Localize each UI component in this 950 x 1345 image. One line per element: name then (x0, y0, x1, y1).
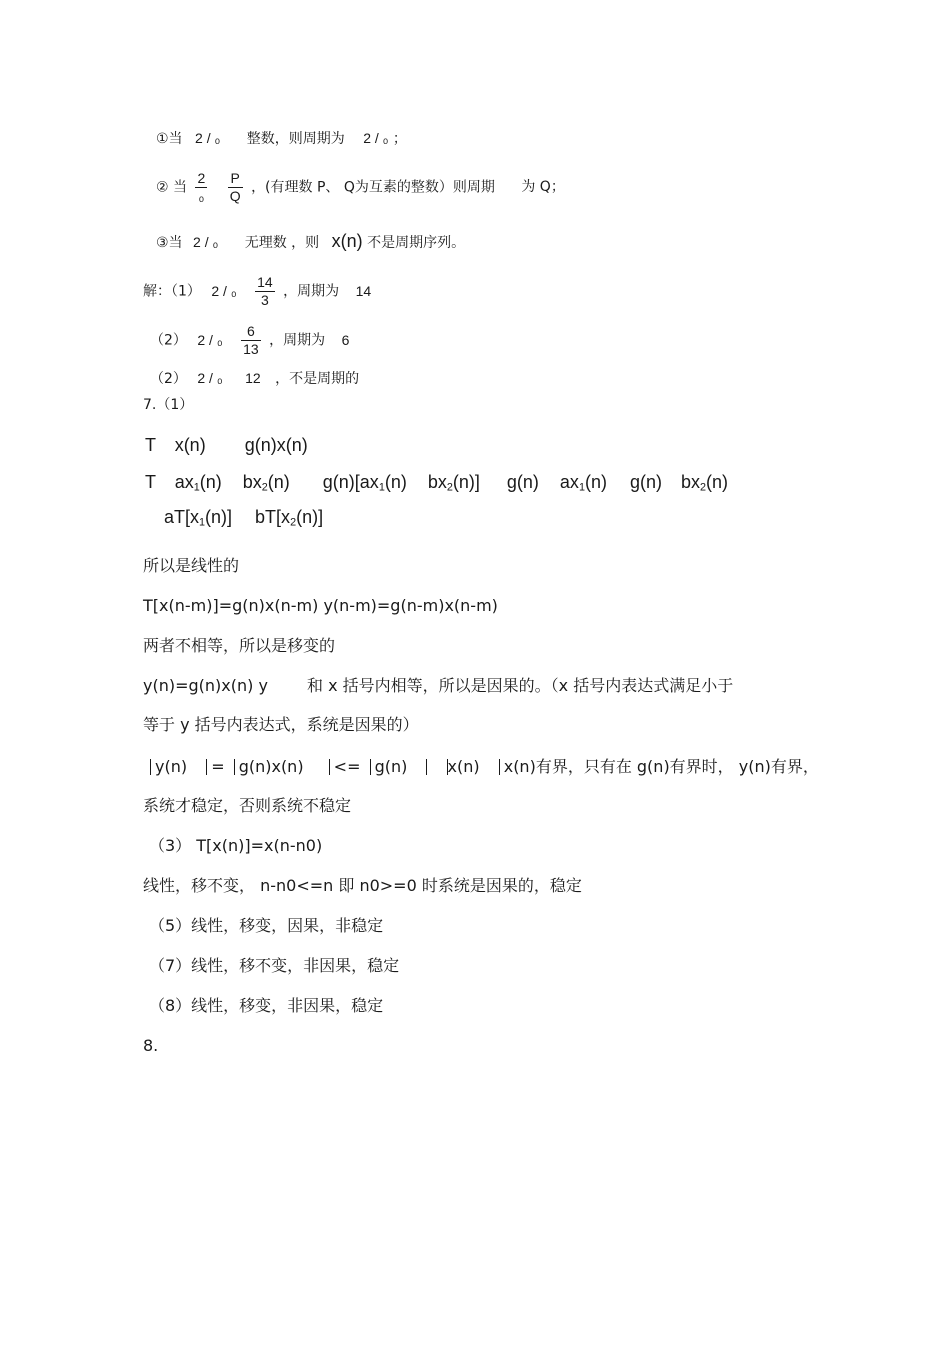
solution-1-period: 14 (355, 283, 372, 300)
stab-le: <= (333, 757, 361, 776)
condition-3-expr: 2 / ₀ (193, 234, 219, 250)
fraction-denominator: 13 (243, 340, 259, 357)
condition-1-text: 整数，则周期为 (246, 131, 345, 147)
paragraph-causal-a: y(n)=g(n)x(n) y (143, 676, 268, 695)
stab-text: x(n)有界，只有在 g(n)有界时， y(n)有界， (503, 757, 819, 776)
solution-2-fraction (241, 323, 261, 358)
paragraph-part-8: （8）线性，移变，非因果，稳定 (149, 996, 384, 1015)
stab-eq: = (211, 757, 225, 776)
solution-3-value: 12 (245, 370, 261, 386)
eq2-ax: ax (559, 472, 579, 492)
condition-3-prefix: ③当 (156, 235, 183, 251)
eq2-arg: (n)] (452, 472, 480, 492)
eq2-term-g2: g(n) (629, 472, 662, 492)
paragraph-linear: 所以是线性的 (143, 556, 240, 575)
fraction-denominator: 3 (260, 291, 269, 308)
eq2-arg: (n) (584, 472, 607, 492)
eq2-term-bx2-close (428, 472, 480, 492)
equation-2 (145, 473, 728, 493)
condition-3-text2: 不是周期序列。 (367, 235, 466, 251)
abs-bar (329, 759, 330, 775)
eq2-ax: ax (174, 472, 194, 492)
eq2-bx: bx (681, 472, 701, 492)
condition-2-fraction-1 (195, 170, 207, 205)
equation-1 (145, 436, 308, 454)
eq3-at: aT[x (164, 507, 200, 527)
paragraph-part-3: （3） T[x(n)]=x(n-n0) (149, 836, 323, 855)
solution-2-text: ，周期为 (269, 332, 326, 349)
paragraph-causal-note: 等于 y 括号内表达式，系统是因果的） (143, 715, 419, 734)
eq2-term-ax1-b (560, 472, 607, 492)
eq2-term-bx2 (243, 472, 290, 492)
subscript: 1 (193, 481, 200, 494)
abs-bar (206, 759, 207, 775)
paragraph-part-5: （5）线性，移变，因果，非稳定 (149, 916, 384, 935)
condition-2 (156, 170, 565, 205)
solution-1 (143, 274, 371, 309)
subscript: 1 (199, 516, 206, 529)
solution-1-fraction (255, 274, 275, 309)
condition-1 (156, 131, 407, 146)
eq2-operator: T (145, 472, 156, 492)
solution-2-period: 6 (341, 332, 350, 349)
fraction-numerator: 14 (257, 274, 273, 290)
condition-2-prefix: ② 当 (156, 179, 188, 196)
solution-3-text: ，不是周期的 (275, 371, 360, 387)
question-8-heading: 8. (143, 1036, 159, 1055)
equation-3 (164, 508, 323, 528)
solution-2 (150, 323, 349, 358)
eq1-input: x(n) (174, 435, 206, 455)
stab-y: y(n) (155, 757, 188, 776)
solution-3-expr: 2 / ₀ (197, 370, 223, 386)
paragraph-shift-variant: 两者不相等，所以是移变的 (143, 636, 336, 655)
paragraph-causal (143, 678, 733, 694)
condition-2-fraction-2 (228, 170, 243, 205)
solution-3 (150, 371, 359, 386)
condition-3 (156, 232, 465, 250)
fraction-denominator: Q (229, 187, 241, 204)
subscript: 2 (446, 481, 453, 494)
eq2-bx: bx (242, 472, 262, 492)
paragraph-stability (146, 759, 819, 775)
eq1-operator: T (145, 435, 156, 455)
solution-1-text: ，周期为 (283, 283, 340, 300)
subscript: 2 (261, 481, 268, 494)
eq2-bx: bx (427, 472, 447, 492)
eq3-term-b (255, 507, 323, 527)
eq3-bt: bT[x (255, 507, 291, 527)
abs-bar (499, 759, 500, 775)
paragraph-shift-equation: T[x(n-m)]=g(n)x(n-m) y(n-m)=g(n-m)x(n-m) (143, 596, 498, 615)
subscript: 1 (578, 481, 585, 494)
eq1-output: g(n)x(n) (244, 435, 308, 455)
solution-1-prefix: 解：（1） (143, 283, 201, 300)
abs-bar (234, 759, 235, 775)
fraction-numerator: P (228, 170, 243, 188)
eq3-arg: (n)] (205, 507, 233, 527)
eq2-arg: (n) (706, 472, 729, 492)
eq2-term-ax1 (175, 472, 222, 492)
question-7-heading: 7.（1） (143, 397, 194, 413)
paragraph-part-7: （7）线性，移不变，非因果，稳定 (149, 956, 400, 975)
condition-3-expr2: x(n) (331, 231, 363, 251)
eq2-term-g-ax1 (323, 472, 407, 492)
eq2-arg: (n) (267, 472, 290, 492)
solution-2-expr: 2 / ₀ (197, 332, 223, 349)
condition-1-expr: 2 / ₀ (195, 130, 221, 146)
stab-x: x(n) (447, 757, 480, 776)
paragraph-causal-b: 和 x 括号内相等，所以是因果的。（x 括号内表达式满足小于 (307, 676, 734, 695)
fraction-numerator: 2 (197, 170, 206, 186)
condition-1-prefix: ①当 (156, 131, 183, 147)
eq2-g-ax: g(n)[ax (322, 472, 379, 492)
solution-1-expr: 2 / ₀ (211, 283, 237, 300)
subscript: 2 (290, 516, 297, 529)
eq3-term-a (164, 507, 232, 527)
eq2-term-bx2-b (681, 472, 728, 492)
solution-3-prefix: （2） (150, 371, 187, 387)
condition-2-text: ，(有理数 P、 Q为互素的整数）则周期 (251, 179, 495, 196)
subscript: 2 (700, 481, 707, 494)
paragraph-stability-conclusion: 系统才稳定，否则系统不稳定 (143, 796, 352, 815)
paragraph-part-3-result: 线性，移不变， n-n0<=n 即 n0>=0 时系统是因果的，稳定 (143, 876, 582, 895)
condition-1-expr2: 2 / ₀ (363, 130, 389, 146)
condition-1-end: ； (392, 131, 407, 147)
eq2-arg: (n) (199, 472, 222, 492)
abs-bar (426, 759, 427, 775)
abs-bar (370, 759, 371, 775)
abs-bar (150, 759, 151, 775)
eq3-arg: (n)] (296, 507, 324, 527)
eq2-arg: (n) (384, 472, 407, 492)
stab-g: g(n) (374, 757, 408, 776)
condition-2-tail: 为 Q； (521, 179, 565, 196)
eq2-term-g1: g(n) (506, 472, 539, 492)
stab-gx: g(n)x(n) (238, 757, 304, 776)
subscript: 1 (378, 481, 385, 494)
fraction-denominator: ₀ (198, 187, 205, 204)
solution-2-prefix: （2） (150, 332, 187, 349)
condition-3-text: 无理数 ，则 (244, 235, 320, 251)
fraction-numerator: 6 (241, 323, 261, 341)
